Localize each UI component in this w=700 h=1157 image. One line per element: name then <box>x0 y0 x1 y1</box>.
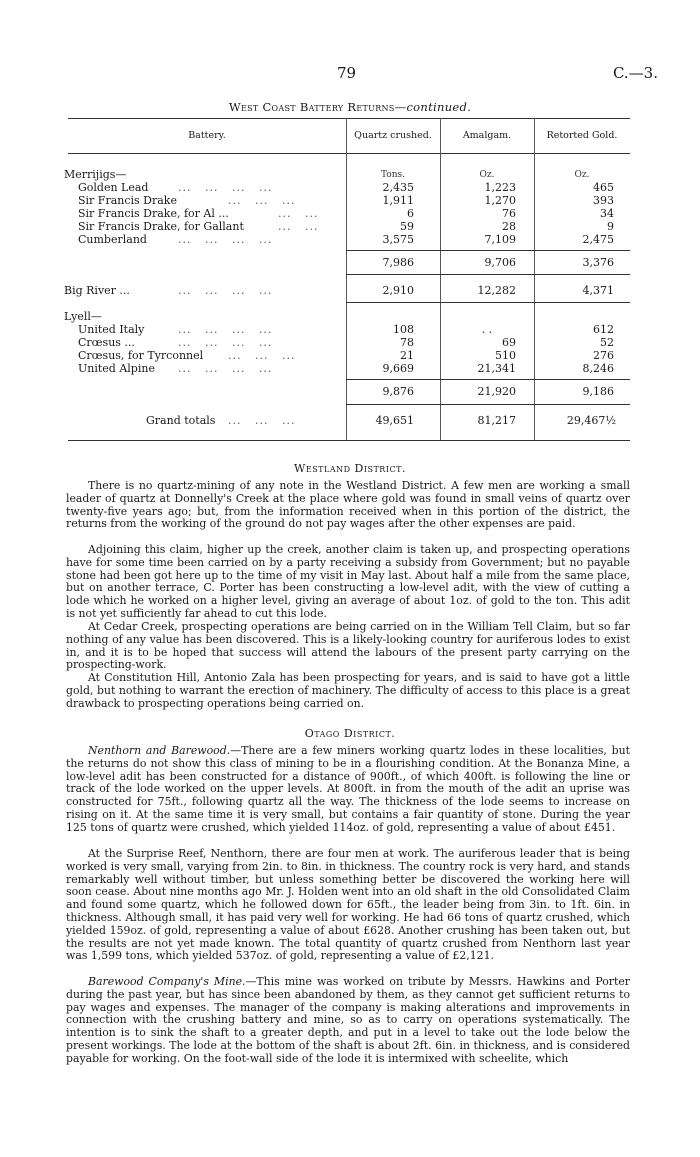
otago-paragraph <box>66 745 630 835</box>
cell-retorted: 52 <box>600 336 614 349</box>
row-name: Sir Francis Drake, for Al ... <box>78 207 229 220</box>
cell-amalgam: 510 <box>495 349 516 362</box>
leader-dots: ... ... ... ... <box>178 323 273 336</box>
row-name: United Italy <box>78 323 145 336</box>
subtotal-retorted: 9,186 <box>582 385 614 398</box>
westland-paragraph: At Cedar Creek, prospecting operations are being carried on in the William Tell Claim, but so far nothing of any value has been discovered. This is a likely-looking country for auriferous lodes to exist in, and it is to be hoped that success will attend the labours of the present party carrying on the prospecting-work. <box>66 620 630 672</box>
leader-dots: ... ... <box>278 207 319 220</box>
subtotal-rule <box>346 379 630 380</box>
leader-dots: ... ... ... ... <box>178 336 273 349</box>
row-name: Sir Francis Drake, for Gallant <box>78 220 244 233</box>
column-header-quartz: Quartz crushed. <box>354 130 432 141</box>
otago-paragraph-text: —This mine was worked on tribute by Messrs. Hawkins and Porter during the past year, but has since been abandoned by them, as they cannot get sufficient returns to pay wages and expenses. The manager of the company is making alterations and improvements in connection with the crushing battery and mine, so as to carry on operations systematically. The intention is to sink the shaft to a greater depth, and put in a level to take out the lode below the present workings. The lode at the bottom of the shaft is about 2ft. 6in. in thickness, and is considered payable for working. On the foot-wall side of the lode it is intermixed with scheelite, which <box>66 975 630 1065</box>
cell-amalgam: 7,109 <box>484 233 516 246</box>
row-name: Big River ... <box>64 284 130 297</box>
leader-dots: ... ... ... ... <box>178 284 273 297</box>
westland-paragraph: There is no quartz-mining of any note in the Westland District. A few men are working a small leader of quartz at Donnelly's Creek at the place where gold was found in small veins of quartz over twenty-five years ago; but, from the information received when in this portion of the district, the returns from the working of the ground do not pay wages after the other expenses are paid. <box>66 479 630 531</box>
cell-retorted: 612 <box>593 323 614 336</box>
table-top-rule <box>68 118 630 119</box>
cell-amalgam: 12,282 <box>477 284 516 297</box>
table-bottom-rule <box>68 440 630 441</box>
cell-quartz: 78 <box>400 336 414 349</box>
cell-quartz: 2,435 <box>382 181 414 194</box>
cell-retorted: 34 <box>600 207 614 220</box>
leader-dots: ... ... ... ... <box>178 362 273 375</box>
column-header-battery: Battery. <box>188 130 226 141</box>
grand-total-amalgam: 81,217 <box>477 414 516 427</box>
cell-quartz: 108 <box>393 323 414 336</box>
cell-retorted: 393 <box>593 194 614 207</box>
document-code: C.—3. <box>612 64 658 82</box>
cell-quartz: 6 <box>407 207 414 220</box>
cell-retorted: 465 <box>593 181 614 194</box>
cell-retorted: 8,246 <box>582 362 614 375</box>
cell-amalgam: 1,270 <box>484 194 516 207</box>
cell-retorted: 4,371 <box>582 284 614 297</box>
subtotal-quartz: 9,876 <box>382 385 414 398</box>
cell-amalgam: 21,341 <box>477 362 516 375</box>
subtotal-amalgam: 9,706 <box>484 256 516 269</box>
table-title-suffix: continued. <box>406 100 472 114</box>
cell-amalgam: 69 <box>502 336 516 349</box>
subtotal-rule <box>346 302 630 303</box>
cell-retorted: 2,475 <box>582 233 614 246</box>
leader-dots: ... ... <box>278 220 319 233</box>
cell-amalgam: 28 <box>502 220 516 233</box>
westland-paragraph: At Constitution Hill, Antonio Zala has been prospecting for years, and is said to have got a little gold, but nothing to warrant the erection of machinery. The difficulty of access to this place is a great drawback to prospecting operations being carried on. <box>66 671 630 710</box>
row-name: United Alpine <box>78 362 155 375</box>
westland-paragraph: Adjoining this claim, higher up the creek, another claim is taken up, and prospecting operations have for some time been carried on by a party receiving a subsidy from Government; but no payable stone had been got here up to the time of my visit in May last. About half a mile from the same place, but on another terrace, C. Porter has been constructing a low-level adit, with the view of cutting a lode which he worked on a higher level, giving an average of about 1oz. of gold to the ton. This adit is not yet sufficiently far ahead to cut this lode. <box>66 543 630 620</box>
cell-retorted: 276 <box>593 349 614 362</box>
leader-dots: ... ... ... ... <box>178 233 273 246</box>
leader-dots: ... ... ... <box>228 194 296 207</box>
cell-quartz: 21 <box>400 349 414 362</box>
subtotal-rule <box>346 274 630 275</box>
cell-amalgam: . . <box>481 323 493 336</box>
unit-amalgam: Oz. <box>479 170 495 180</box>
cell-amalgam: 1,223 <box>484 181 516 194</box>
grand-total-quartz: 49,651 <box>375 414 414 427</box>
column-header-retorted: Retorted Gold. <box>546 130 618 141</box>
subtotal-rule <box>346 404 630 405</box>
subtotal-retorted: 3,376 <box>582 256 614 269</box>
cell-amalgam: 76 <box>502 207 516 220</box>
cell-retorted: 9 <box>607 220 614 233</box>
cell-quartz: 1,911 <box>382 194 414 207</box>
group-heading: Merrijigs— <box>64 168 127 181</box>
row-name: Sir Francis Drake <box>78 194 177 207</box>
grand-total-retorted: 29,467½ <box>566 414 616 427</box>
row-name: Crœsus ... <box>78 336 135 349</box>
table-title-main: West Coast Battery Returns <box>228 100 395 114</box>
otago-subheading: Nenthorn and Barewood. <box>88 744 231 757</box>
leader-dots: ... ... ... <box>228 414 296 427</box>
otago-paragraph-text: —There are a few miners working quartz lodes in these localities, but the returns do not show this class of mining to be in a flourishing condition. At the Bonanza Mine, a low-level adit has been constructed for a distance of 900ft., of which 400ft. is following the line or track of the lode worked on the upper levels. At 800ft. in from the mouth of the adit an uprise was constructed for 75ft., following quartz all the way. The thickness of the lode seems to increase on rising on it. At the same time it is very small, but contains a fair quantity of stone. During the year 125 tons of quartz were crushed, which yielded 114oz. of gold, representing a value of about £451. <box>66 744 631 834</box>
subtotal-quartz: 7,986 <box>382 256 414 269</box>
row-name: Cumberland <box>78 233 147 246</box>
column-header-amalgam: Amalgam. <box>462 130 512 141</box>
otago-heading: Otago District. <box>304 727 396 740</box>
leader-dots: ... ... ... <box>228 349 296 362</box>
otago-subheading: Barewood Company's Mine. <box>88 975 246 988</box>
cell-quartz: 2,910 <box>382 284 414 297</box>
cell-quartz: 59 <box>400 220 414 233</box>
table-header-rule <box>68 153 630 154</box>
row-name: Crœsus, for Tyrconnel <box>78 349 204 362</box>
cell-quartz: 3,575 <box>382 233 414 246</box>
row-name: Golden Lead <box>78 181 149 194</box>
grand-total-label: Grand totals <box>146 414 216 427</box>
leader-dots: ... ... ... ... <box>178 181 273 194</box>
westland-heading: Westland District. <box>294 462 406 475</box>
subtotal-amalgam: 21,920 <box>477 385 516 398</box>
otago-paragraph <box>66 976 630 1066</box>
page-number: 79 <box>337 64 357 82</box>
group-heading: Lyell— <box>64 310 102 323</box>
cell-quartz: 9,669 <box>382 362 414 375</box>
table-title: West Coast Battery Returns—continued. <box>228 100 472 114</box>
subtotal-rule <box>346 250 630 251</box>
unit-quartz: Tons. <box>381 170 405 180</box>
otago-paragraph: At the Surprise Reef, Nenthorn, there are four men at work. The auriferous leader that is being worked is very small, varying from 2in. to 8in. in thickness. The country rock is very hard, and stands remarkably well without timber, but unless something better be discovered the working here will soon cease. About nine months ago Mr. J. Holden went into an old shaft in the old Consolidated Claim and found some quartz, which he followed down for 65ft., the leader being from 3in. to 1ft. 6in. in thickness. Although small, it has paid very well for working. He had 66 tons of quartz crushed, which yielded 159oz. of gold, representing a value of about £628. Another crushing has been taken out, but the results are not yet made known. The total quantity of quartz crushed from Nenthorn last year was 1,599 tons, which yielded 537oz. of gold, representing a value of £2,121. <box>66 847 630 963</box>
unit-retorted: Oz. <box>574 170 590 180</box>
